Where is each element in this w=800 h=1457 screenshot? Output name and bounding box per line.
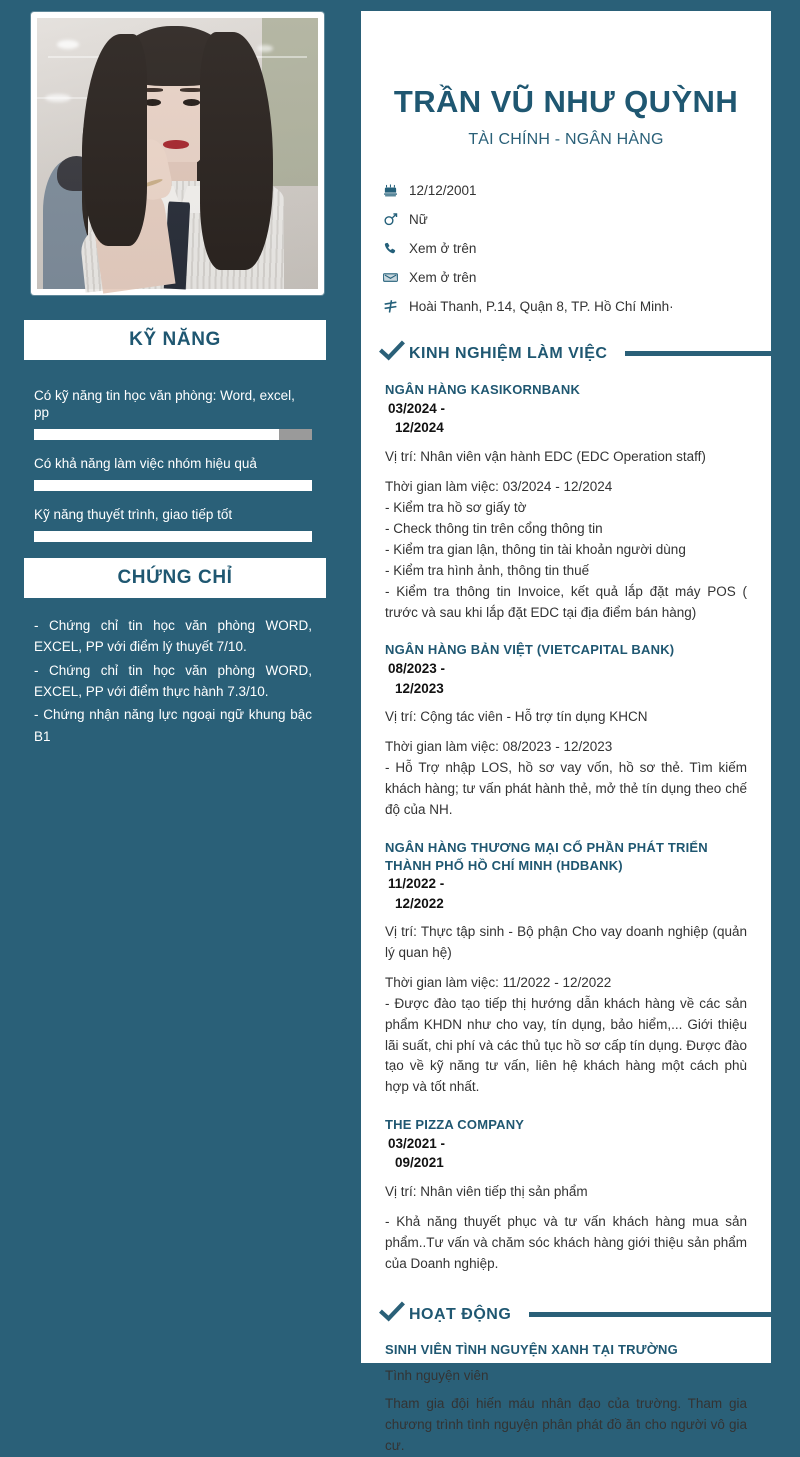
- experience-company: NGÂN HÀNG KASIKORNBANK: [385, 382, 581, 398]
- contact-row-phone: [383, 241, 771, 256]
- profile-photo-frame: [31, 12, 324, 295]
- skill-item: [34, 456, 312, 491]
- check-icon: [379, 1301, 409, 1328]
- contact-row-email: [383, 270, 771, 285]
- skill-item: [34, 388, 312, 440]
- experience-dates: [385, 399, 747, 438]
- page-title: TRẦN VŨ NHƯ QUỲNH: [393, 84, 739, 119]
- skills-title-label: KỸ NĂNG: [129, 329, 221, 350]
- experience-list: [361, 381, 771, 1275]
- job-title-subtitle: TÀI CHÍNH - NGÂN HÀNG: [468, 131, 664, 149]
- certificates-list: [34, 615, 312, 749]
- activities-section-header: [379, 1301, 771, 1328]
- skill-bar: [34, 480, 312, 491]
- experience-item: [385, 1116, 747, 1275]
- experience-line: - Khả năng thuyết phục và tư vấn khách hàng mua sản phẩm..Tư vấn và chăm sóc khách hàng giới thiệu sản phẩm của Doanh nghiệp.: [385, 1214, 747, 1272]
- activities-title-label: HOẠT ĐỘNG: [409, 1305, 512, 1323]
- activity-role: Tình nguyện viên: [385, 1368, 489, 1384]
- experience-line: - Check thông tin trên cổng thông tin: [385, 520, 603, 536]
- experience-item: [385, 381, 747, 623]
- section-rule: [625, 351, 771, 356]
- left-sidebar: [0, 0, 360, 1374]
- phone-icon: [383, 242, 409, 256]
- experience-line: - Được đào tạo tiếp thị hướng dẫn khách hàng về các sản phẩm KHDN như cho vay, tín dụng, bảo hiểm,... Giới thiệu lãi suất, chi phí và các thủ tục hồ sơ cấp tín dụng. Được đào tạo về kỹ năng tư vấn, liên hệ khách hàng một cách phù hợp và tốt nhất.: [385, 995, 747, 1095]
- experience-line: Thời gian làm việc: 08/2023 - 12/2023: [385, 739, 613, 755]
- contact-value: Xem ở trên: [409, 241, 477, 257]
- contact-value: 12/12/2001: [409, 183, 477, 199]
- experience-role: Vị trí: Nhân viên tiếp thị sản phẩm: [385, 1184, 588, 1199]
- profile-photo: [37, 18, 318, 289]
- experience-role: Vị trí: Thực tập sinh - Bộ phận Cho vay doanh nghiệp (quản lý quan hệ): [385, 924, 747, 960]
- certificate-item: - Chứng chỉ tin học văn phòng WORD, EXCEL, PP với điểm thực hành 7.3/10.: [34, 662, 312, 699]
- experience-line: - Kiểm tra hình ảnh, thông tin thuế: [385, 562, 590, 578]
- birthday-cake-icon: [383, 183, 409, 198]
- experience-line: - Kiểm tra gian lận, thông tin tài khoản người dùng: [385, 541, 686, 557]
- experience-line: - Hỗ Trợ nhập LOS, hồ sơ vay vốn, hồ sơ thẻ. Tìm kiếm khách hàng; tư vấn phát hành thẻ, mở thẻ tín dụng theo chế độ của NH.: [385, 760, 747, 818]
- experience-role: Vị trí: Cộng tác viên - Hỗ trợ tín dụng KHCN: [385, 709, 648, 725]
- envelope-icon: [383, 270, 409, 285]
- certificates-section-title: [24, 558, 326, 598]
- date-end: 09/2021: [395, 1155, 444, 1171]
- experience-item: [385, 839, 747, 1098]
- contact-value: Hoài Thanh, P.14, Quận 8, TP. Hồ Chí Minh·: [409, 299, 674, 315]
- experience-company: NGÂN HÀNG THƯƠNG MẠI CỔ PHẦN PHÁT TRIỂN THÀNH PHỐ HỒ CHÍ MINH (HDBANK): [385, 840, 708, 873]
- skills-section-title: [24, 320, 326, 360]
- certificate-item: - Chứng nhận năng lực ngoại ngữ khung bậc B1: [34, 707, 312, 744]
- experience-role: Vị trí: Nhân viên vận hành EDC (EDC Operation staff): [385, 448, 706, 464]
- date-start: 08/2023 -: [388, 661, 446, 677]
- activity-title: SINH VIÊN TÌNH NGUYỆN XANH TẠI TRƯỜNG: [385, 1342, 678, 1358]
- skill-label: Có kỹ năng tin học văn phòng: Word, excel, pp: [34, 388, 295, 420]
- experience-company: NGÂN HÀNG BẢN VIỆT (VIETCAPITAL BANK): [385, 642, 675, 658]
- experience-section-header: [379, 340, 771, 367]
- skill-item: [34, 507, 312, 542]
- experience-line: Thời gian làm việc: 11/2022 - 12/2022: [385, 974, 612, 990]
- section-rule: [529, 1312, 771, 1317]
- experience-title-label: KINH NGHIỆM LÀM VIỆC: [409, 344, 608, 362]
- main-content: [361, 11, 771, 1453]
- gender-icon: [383, 212, 409, 227]
- experience-line: - Kiểm tra hồ sơ giấy tờ: [385, 499, 527, 515]
- contact-row-address: [383, 299, 771, 314]
- date-start: 11/2022 -: [388, 876, 445, 892]
- date-end: 12/2022: [395, 895, 444, 911]
- experience-dates: [385, 1134, 747, 1173]
- experience-dates: [385, 874, 747, 913]
- experience-item: [385, 641, 747, 821]
- skill-label: Kỹ năng thuyết trình, giao tiếp tốt: [34, 506, 233, 522]
- certificate-item: - Chứng chỉ tin học văn phòng WORD, EXCEL, PP với điểm lý thuyết 7/10.: [34, 618, 312, 655]
- experience-dates: [385, 659, 747, 698]
- skill-bar: [34, 429, 312, 440]
- skill-bar: [34, 531, 312, 542]
- activities-list: [361, 1342, 771, 1457]
- contact-value: Xem ở trên: [409, 270, 477, 286]
- experience-line: - Kiểm tra thông tin Invoice, kết quả lắp đặt máy POS ( trước và sau khi lắp đặt EDC tại địa điểm bán hàng): [385, 583, 747, 620]
- activity-description: Tham gia đội hiến máu nhân đạo của trường. Tham gia chương trình tình nguyện phân phát đồ ăn cho người vô gia cư.: [385, 1396, 747, 1453]
- contact-value: Nữ: [409, 212, 428, 228]
- check-icon: [379, 340, 409, 367]
- date-start: 03/2024 -: [388, 400, 446, 416]
- experience-company: THE PIZZA COMPANY: [385, 1117, 525, 1133]
- contact-row-gender: [383, 212, 771, 227]
- contact-list: [383, 183, 771, 314]
- activity-item: [385, 1342, 747, 1457]
- contact-row-birthday: [383, 183, 771, 198]
- skill-label: Có khả năng làm việc nhóm hiệu quả: [34, 455, 257, 471]
- date-end: 12/2023: [395, 680, 444, 696]
- certificates-title-label: CHỨNG CHỈ: [117, 567, 233, 588]
- date-start: 03/2021 -: [388, 1135, 446, 1151]
- map-marker-icon: [383, 299, 409, 314]
- experience-line: Thời gian làm việc: 03/2024 - 12/2024: [385, 479, 613, 495]
- date-end: 12/2024: [395, 420, 444, 436]
